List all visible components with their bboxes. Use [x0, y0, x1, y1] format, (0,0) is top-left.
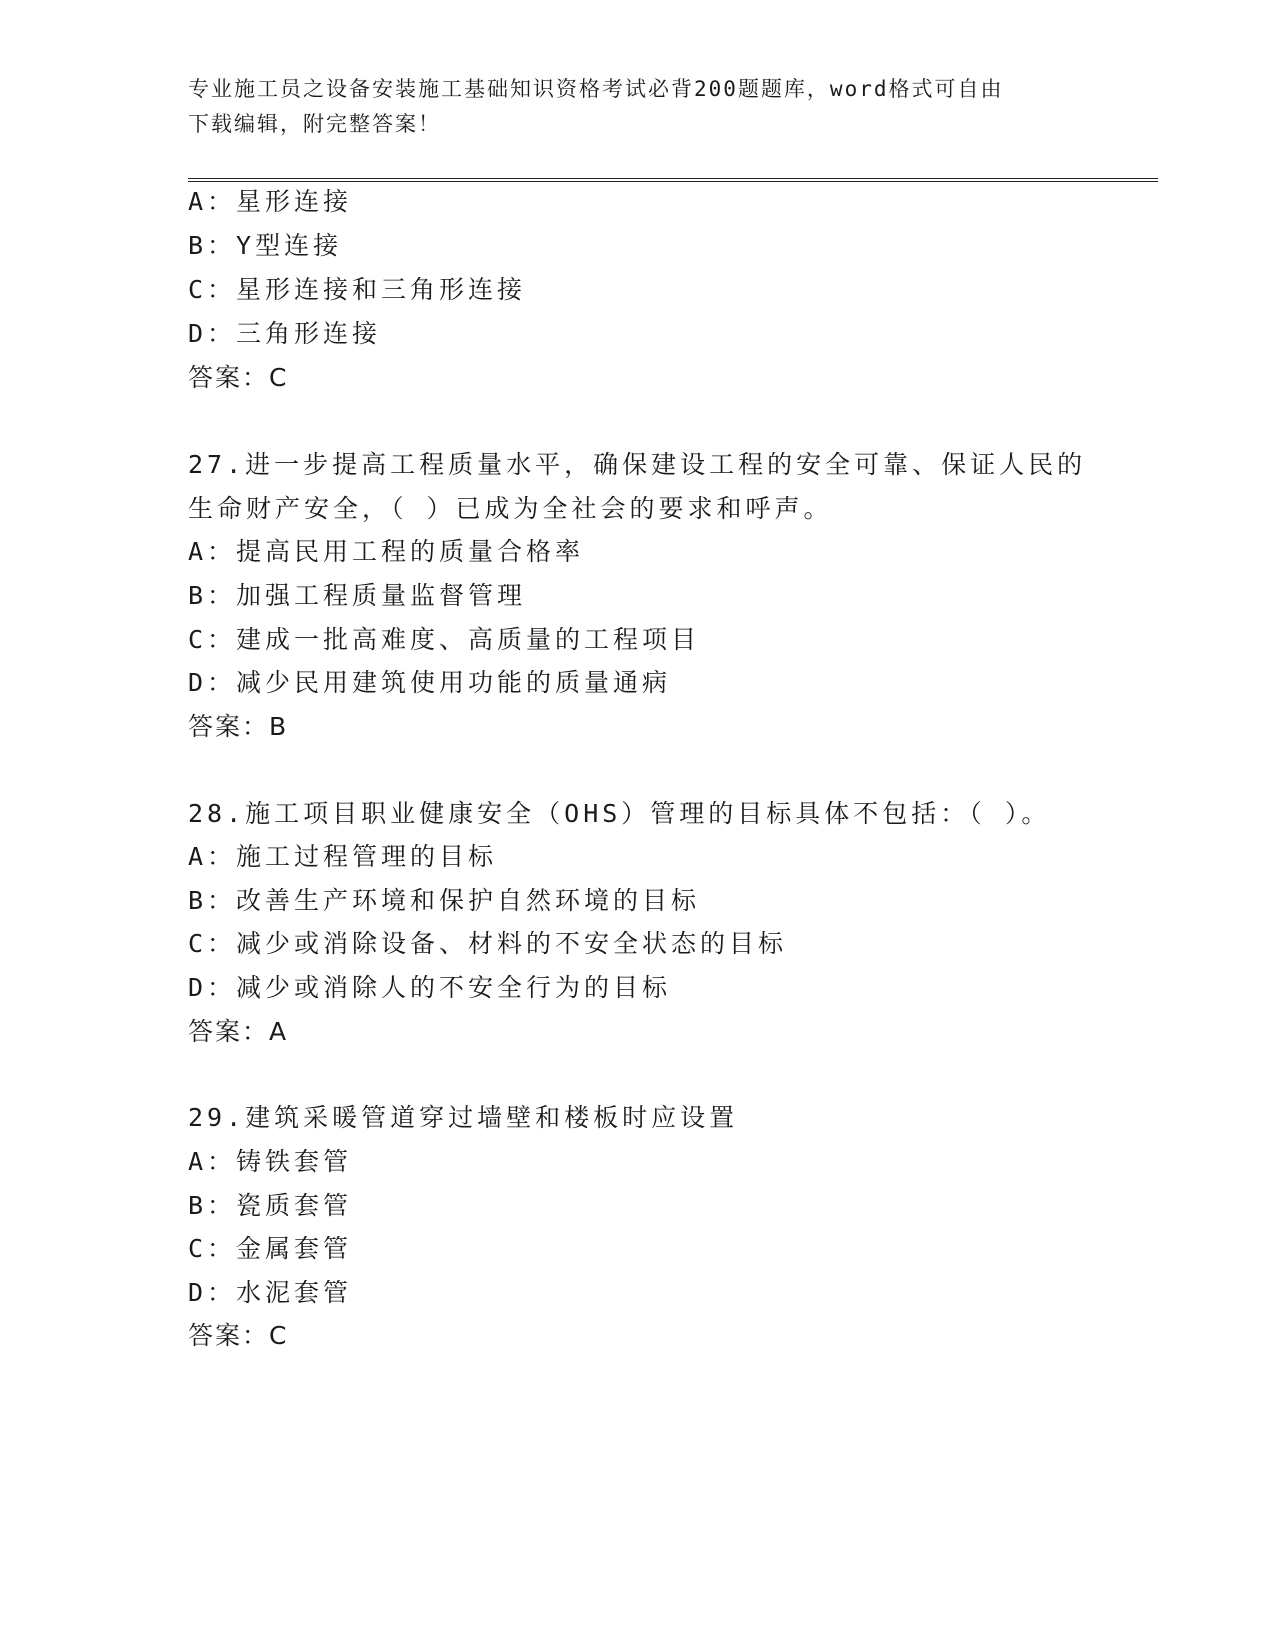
q28-option-d: D：减少或消除人的不安全行为的目标: [188, 973, 672, 1002]
header-divider: [188, 178, 1158, 182]
q27-answer: 答案：B: [188, 712, 289, 741]
q27-option-d: D：减少民用建筑使用功能的质量通病: [188, 668, 672, 697]
q26-option-d: D：三角形连接: [188, 319, 382, 348]
q26-option-b: B：Y型连接: [188, 231, 343, 260]
q28-option-c: C：减少或消除设备、材料的不安全状态的目标: [188, 929, 788, 958]
q27-stem-line-1: 27.进一步提高工程质量水平，确保建设工程的安全可靠、保证人民的: [188, 450, 1087, 479]
q28-option-b: B：改善生产环境和保护自然环境的目标: [188, 886, 701, 915]
q29-answer: 答案：C: [188, 1321, 289, 1350]
q28-answer: 答案：A: [188, 1017, 289, 1046]
q27-option-c: C：建成一批高难度、高质量的工程项目: [188, 625, 701, 654]
q28-stem: 28.施工项目职业健康安全（OHS）管理的目标具体不包括：（ ）。: [188, 799, 1051, 828]
q29-option-a: A：铸铁套管: [188, 1147, 353, 1176]
q28-option-a: A：施工过程管理的目标: [188, 842, 498, 871]
q26-answer: 答案：C: [188, 363, 289, 392]
q27-stem-line-2: 生命财产安全，（ ）已成为全社会的要求和呼声。: [188, 494, 833, 523]
document-header: [188, 72, 1088, 142]
q29-option-b: B：瓷质套管: [188, 1191, 353, 1220]
q29-option-c: C：金属套管: [188, 1234, 353, 1263]
header-line-2: 下载编辑，附完整答案！: [188, 112, 441, 136]
q29-stem: 29.建筑采暖管道穿过墙壁和楼板时应设置: [188, 1103, 739, 1132]
q29-option-d: D：水泥套管: [188, 1278, 353, 1307]
q27-option-a: A：提高民用工程的质量合格率: [188, 537, 585, 566]
q27-option-b: B：加强工程质量监督管理: [188, 581, 527, 610]
q26-option-c: C：星形连接和三角形连接: [188, 275, 527, 304]
q26-option-a: A：星形连接: [188, 187, 353, 216]
header-line-1: 专业施工员之设备安装施工基础知识资格考试必背200题题库，word格式可自由: [188, 77, 1004, 101]
